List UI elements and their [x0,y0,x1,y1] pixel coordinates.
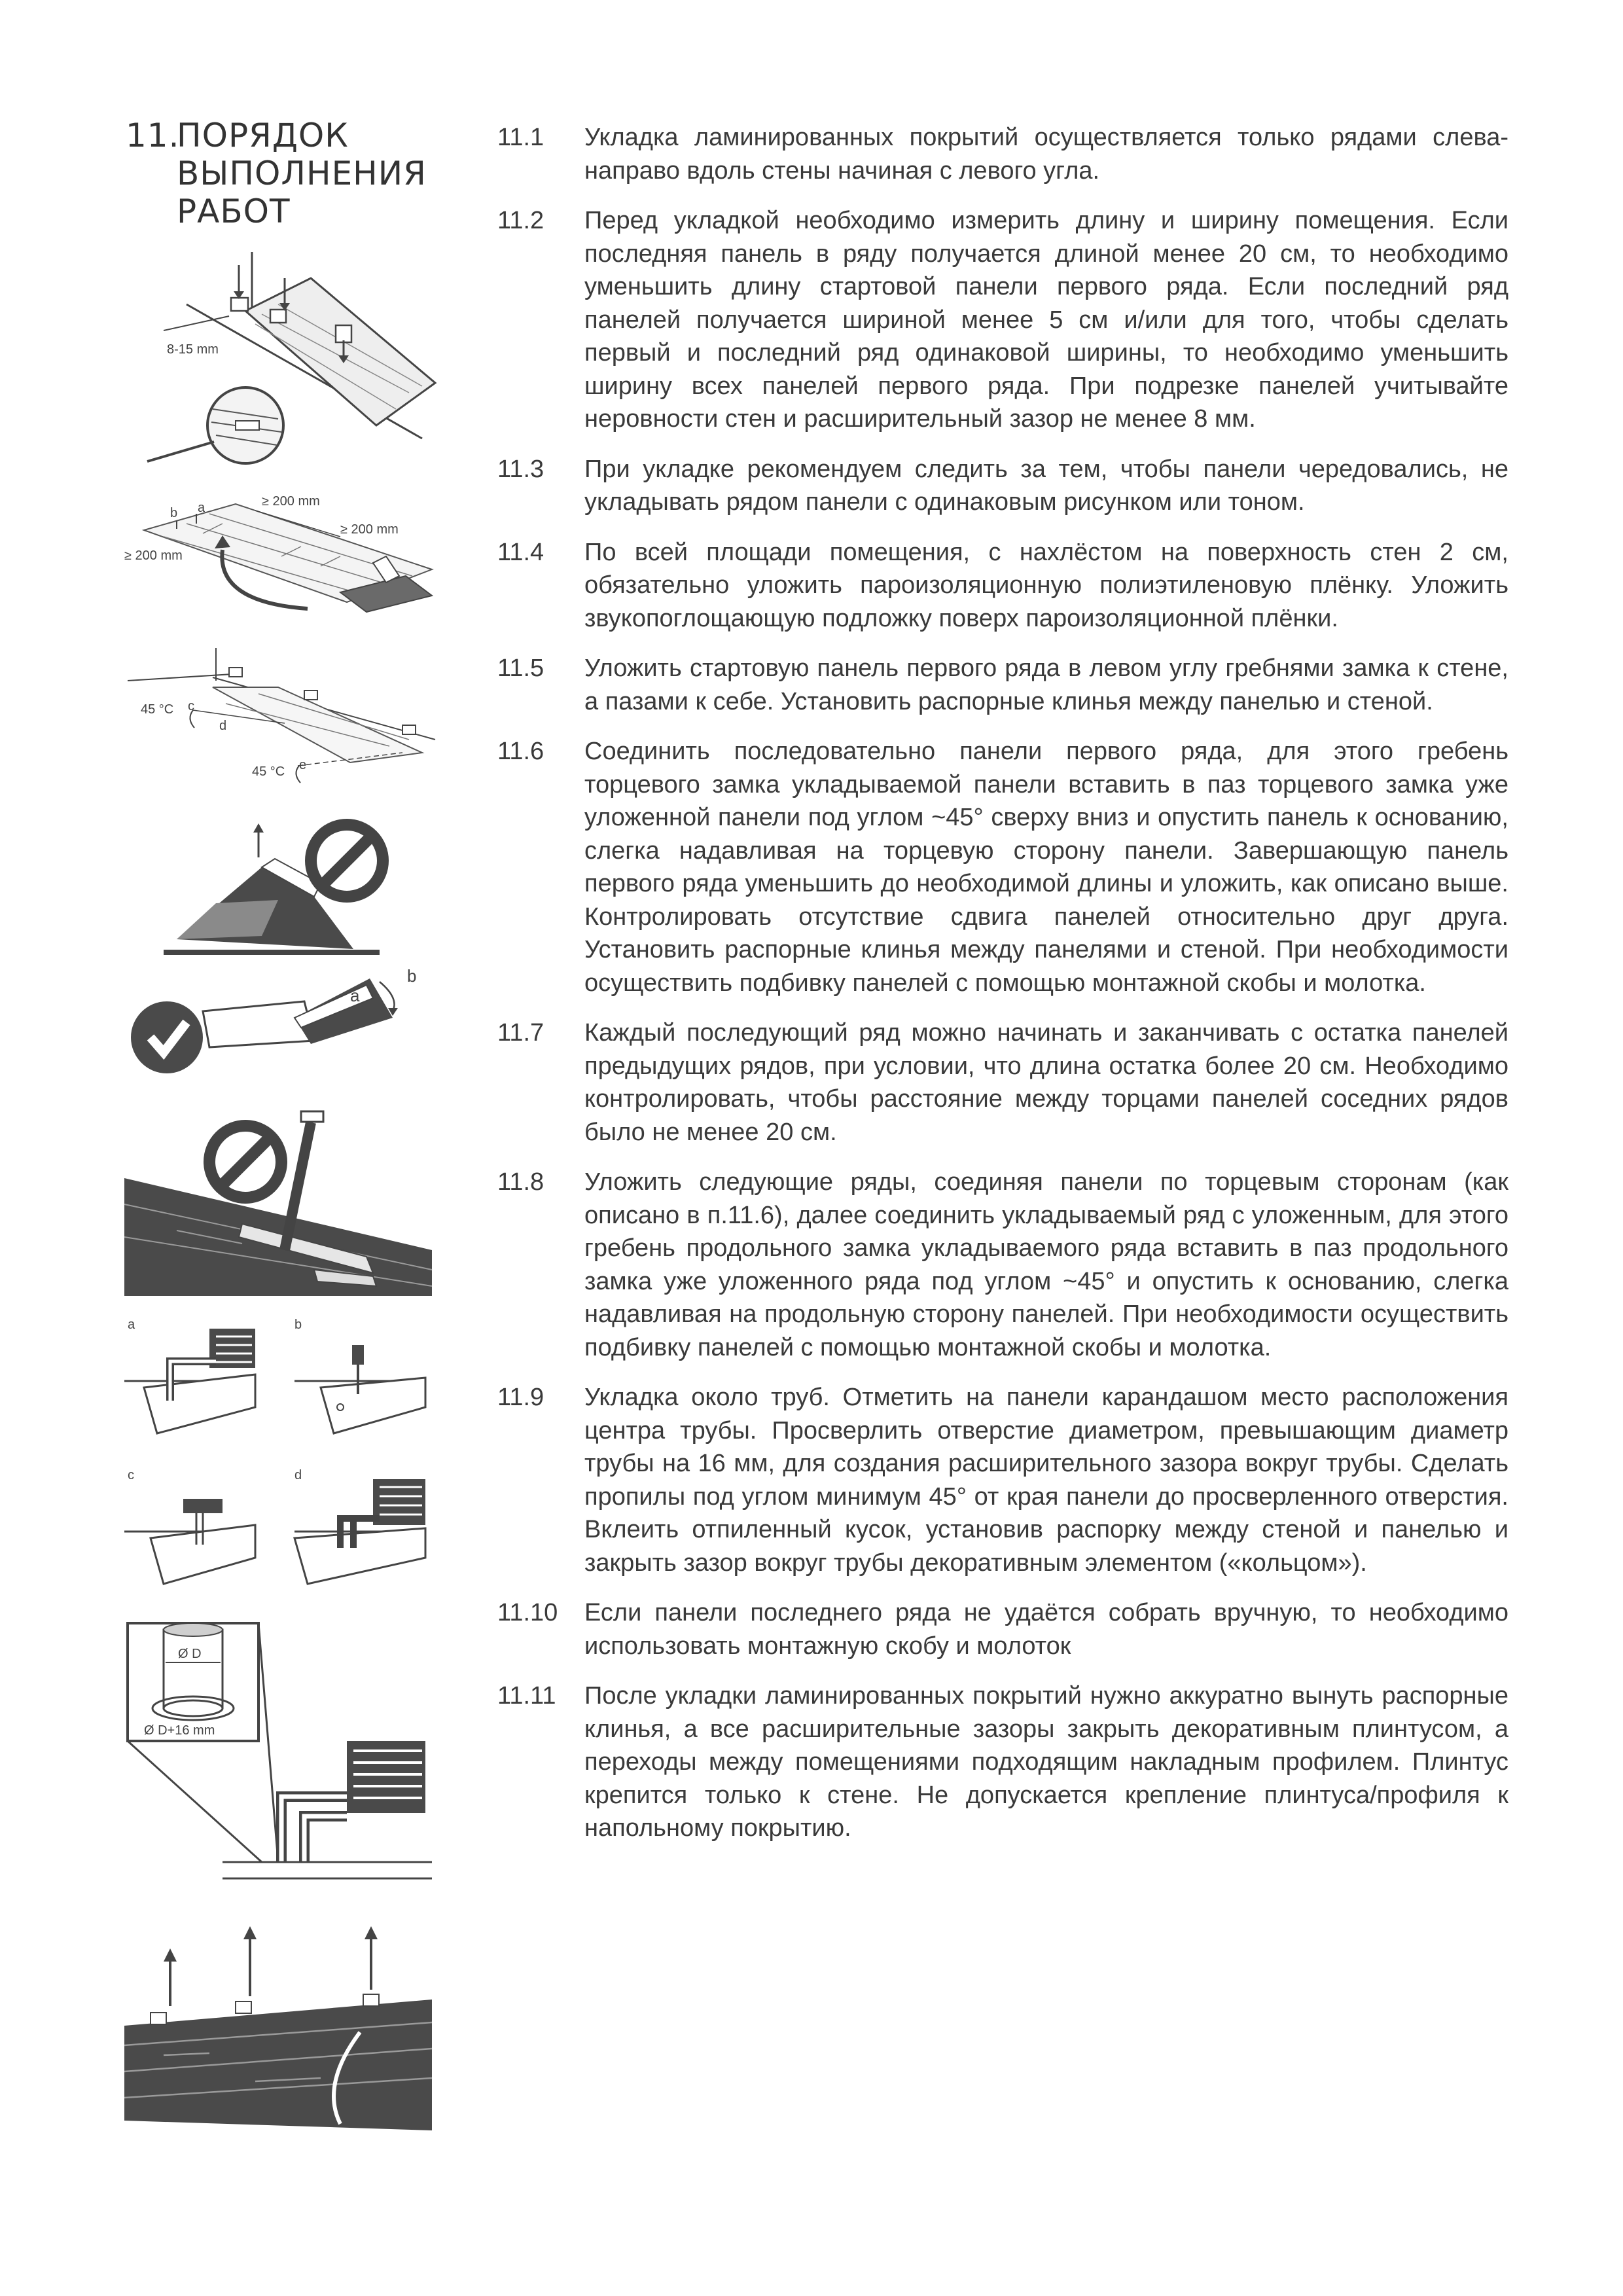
illustration-start-panel [147,252,461,461]
tool-c-label: c [128,1468,134,1482]
illustration-pipe [124,1620,438,1882]
item-text: Уложить следующие ряды, соединяя панели по торцевым сторонам (как описано в п.11.6), далее соединить укладываемый ряд с уложенным, для этого гребень продольного замка укладываемого ряда вставить в паз продольного замка уже уложенного ряда под углом ~45° и опустить к основанию, слегка надавливая на продольную сторону панелей. При необходимости осуществить подбивку панелей с помощью монтажной скобы и молотка. [584,1168,1508,1361]
illustration-tools-cd [124,1466,432,1584]
list-item [497,1166,1508,1364]
item-text: Уложить стартовую панель первого ряда в левом углу гребнями замка к стене, а пазами к себе. Установить распорные клинья между панелью и стеной. [584,655,1508,715]
list-item [497,204,1508,436]
tool-a-label: a [128,1318,135,1332]
list-item [497,652,1508,718]
list-item [497,453,1508,519]
item-text: При укладке рекомендуем следить за тем, чтобы панели чередовались, не укладывать рядом панели с одинаковым рисунком или тоном. [584,455,1508,516]
item-number: 11.8 [497,1168,544,1196]
item-text: Укладка ламинированных покрытий осуществляется только рядами слева-направо вдоль стены начиная с левого угла. [584,124,1508,185]
angle-label-2: 45 °C [252,764,285,779]
letter-d-label: d [219,719,227,733]
item-number: 11.11 [497,1682,556,1710]
illustration-joining [124,812,438,1100]
offset-label-2: ≥ 200 mm [340,522,399,537]
list-item [497,1679,1508,1845]
item-number: 11.9 [497,1384,544,1411]
illustration-row-offsets [124,484,438,615]
item-number: 11.4 [497,538,544,566]
item-text: Если панели последнего ряда не удаётся собрать вручную, то необходимо использовать монтажную скобу и молоток [584,1599,1508,1660]
item-text: Укладка около труб. Отметить на панели карандашом место расположения центра трубы. Просверлить отверстие диаметром, превышающим диаметр трубы на 16 мм, для создания расширительного зазора вокруг трубы. Сделать пропилы под углом минимум 45° от края панели до просверленного отверстия. Вклеить отпиленный кусок, установив распорку между стеной и панелью и закрыть зазор вокруг трубы декоративным элементом («кольцом»). [584,1384,1508,1577]
tool-d-label: d [294,1468,302,1482]
step-b-label: b [407,966,417,986]
list-item [497,1016,1508,1149]
illustration-angles [128,648,442,792]
letter-b-label: b [170,506,178,520]
item-text: Перед укладкой необходимо измерить длину и ширину помещения. Если последняя панель в ряду получается длиной менее 20 см, то необходимо уменьшить длину стартовой панели первого ряда. Если последний ряд панелей получается шириной менее 5 см и/или для того, чтобы сделать первый и последний ряд одинаковой ширины, то необходимо уменьшить ширину всех панелей первого ряда. При подрезке панелей учитывайте неровности стен и расширительный зазор не менее 8 мм. [584,207,1508,433]
angle-label-1: 45 °C [141,702,174,717]
item-text: Соединить последовательно панели первого ряда, для этого гребень торцевого замка укладываемой панели вставить в паз торцевого замка уже уложенной панели под углом ~45° сверху вниз и опустить панель к основанию, слегка надавливая на торцевую сторону панели. Завершающую панель первого ряда уменьшить до необходимой длины и уложить, как описано выше. Контролировать отсутствие сдвига панелей относительно друг друга. Установить распорные клинья между панелями и стеной. При необходимости осуществить подбивку панелей с помощью монтажной скобы и молотка. [584,738,1508,997]
illustration-tools-ab [124,1316,432,1433]
list-item [497,121,1508,187]
pipe-gap-label: Ø D+16 mm [144,1723,215,1738]
instruction-list [497,121,1508,1862]
illustration-remove-wedges [124,1914,432,2130]
illustration-no-hammer [124,1106,432,1296]
offset-label-1: ≥ 200 mm [262,494,320,509]
list-item [497,1596,1508,1662]
pipe-diameter-label: Ø D [178,1647,202,1661]
list-item [497,1381,1508,1579]
section-number: 11. [126,117,180,154]
item-number: 11.3 [497,455,544,483]
item-number: 11.1 [497,124,544,151]
step-a-label: a [350,986,360,1005]
item-number: 11.7 [497,1019,544,1047]
tool-b-label: b [294,1318,302,1332]
section-title: ПОРЯДОК ВЫПОЛНЕНИЯ РАБОТ [177,117,427,230]
letter-a-label: a [198,501,205,515]
letter-c-label: c [188,699,194,713]
item-number: 11.2 [497,207,544,234]
item-text: По всей площади помещения, с нахлёстом на поверхность стен 2 см, обязательно уложить пароизоляционную полиэтиленовую плёнку. Уложить звукопоглощающую подложку поверх пароизоляционной плёнки. [584,538,1508,632]
item-number: 11.6 [497,738,544,765]
item-text: Каждый последующий ряд можно начинать и заканчивать с остатка панелей предыдущих рядов, при условии, что длина остатка более 20 см. Необходимо контролировать, чтобы расстояние между торцами панелей соседних рядов было не менее 20 см. [584,1019,1508,1146]
offset-label-3: ≥ 200 mm [124,548,183,563]
item-text: После укладки ламинированных покрытий нужно аккуратно вынуть распорные клинья, а все расширительные зазоры закрыть декоративным плинтусом, а переходы между помещениями подходящим накладным профилем. Плинтус крепится только к стене. Не допускается крепление плинтуса/профиля к напольному покрытию. [584,1682,1508,1842]
list-item [497,536,1508,636]
item-number: 11.10 [497,1599,558,1626]
gap-label: 8-15 mm [167,342,219,357]
letter-e-label: e [299,758,307,772]
list-item [497,735,1508,999]
item-number: 11.5 [497,655,544,682]
